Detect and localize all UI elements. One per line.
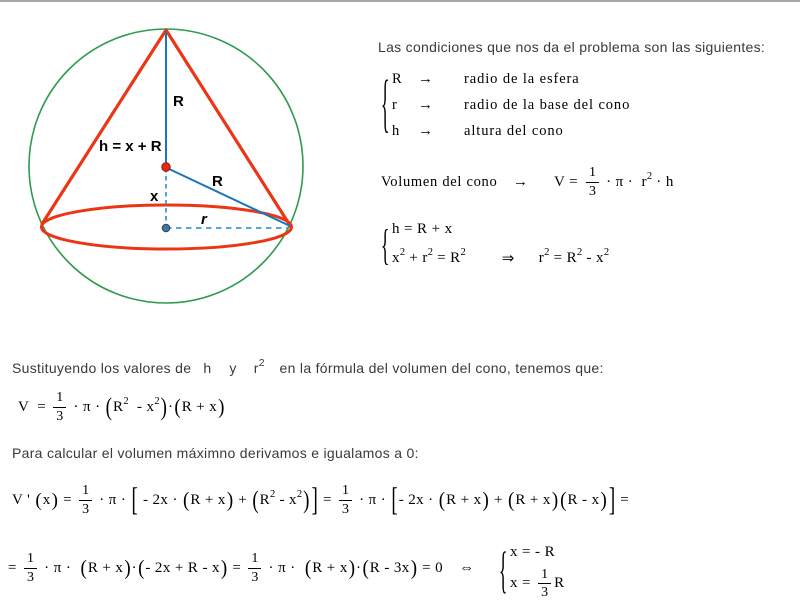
- right-arrow-icon: →: [513, 173, 528, 190]
- left-brace-icon: [378, 66, 392, 144]
- solution-row-third: x = $\frac{1}{3}$ R: [510, 566, 565, 600]
- derivative-text: Para calcular el volumen máximno derivamos e igualamos a 0:: [12, 445, 419, 461]
- substitution-text: Sustituyendo los valores de h y r 2 en la fórmula del volumen del cono, tenemos que:: [12, 357, 604, 376]
- base-center-dot: [162, 224, 170, 232]
- right-arrow-icon: →: [418, 70, 434, 87]
- condition-meaning: altura del cono: [464, 122, 564, 139]
- label-radius-slant: R: [212, 173, 223, 190]
- volume-label: Volumen del cono: [381, 173, 498, 190]
- label-r: r: [201, 211, 207, 228]
- relation-row-h: h = R + x: [392, 220, 453, 237]
- brace-glyph: {: [380, 68, 390, 140]
- sphere-center-dot: [162, 163, 170, 171]
- condition-symbol: h: [392, 122, 400, 139]
- relations-system: [378, 219, 609, 272]
- condition-row: [392, 118, 630, 144]
- condition-symbol: R: [392, 70, 403, 87]
- substituted-volume-formula: V = $\frac{1}{3}$ · π · ( R 2 - x 2 ) · ( R + x ): [18, 390, 225, 424]
- brace-glyph: {: [380, 220, 390, 269]
- condition-meaning: radio de la base del cono: [464, 96, 631, 113]
- label-x: x: [150, 188, 159, 205]
- brace-glyph: {: [498, 542, 508, 599]
- volume-formula: V = $\frac{1}{3}$ · π · r 2 · h: [554, 165, 674, 199]
- left-brace-icon: [378, 220, 392, 272]
- label-height-equation: h = x + R: [99, 138, 162, 155]
- label-radius-top: R: [173, 93, 184, 110]
- condition-symbol: r: [392, 96, 398, 113]
- solutions-system: [496, 541, 564, 601]
- right-arrow-icon: →: [418, 122, 434, 139]
- condition-meaning: radio de la esfera: [464, 70, 580, 87]
- condition-row: [392, 66, 630, 92]
- volume-line: [381, 163, 674, 201]
- intro-text: Las condiciones que nos da el problema son las siguientes:: [378, 39, 766, 55]
- derivative-formula: V ' ( x ) = $\frac{1}{3}$ · π · [ - 2x · ( R + x ) + ( R 2 - x 2 ) ] = $\frac{1}{3}$ · π · [ - 2x · ( R + x ) + ( R + x ) ( R - x ) ] =: [12, 481, 630, 519]
- final-equation: = $\frac{1}{3}$ · π · ( R + x ) · ( - 2x + R - x ) = $\frac{1}{3}$ · π · ( R + x ) · ( R - 3x ) = 0 ⇔: [8, 551, 475, 585]
- solution-row-negative: x = - R: [510, 544, 556, 560]
- cone-in-sphere-diagram: [0, 0, 340, 330]
- solutions-rows: [510, 543, 564, 600]
- conditions-rows: [392, 66, 630, 144]
- relations-rows: [392, 219, 609, 272]
- conditions-system: [378, 66, 630, 144]
- left-brace-icon: [496, 541, 510, 601]
- right-arrow-icon: →: [418, 96, 434, 113]
- relation-row-pythagoras: x 2 + r 2 = R 2 ⇒ r 2 = R 2 - x 2: [392, 246, 610, 267]
- cone-left-edge: [42, 30, 166, 224]
- condition-row: [392, 92, 630, 118]
